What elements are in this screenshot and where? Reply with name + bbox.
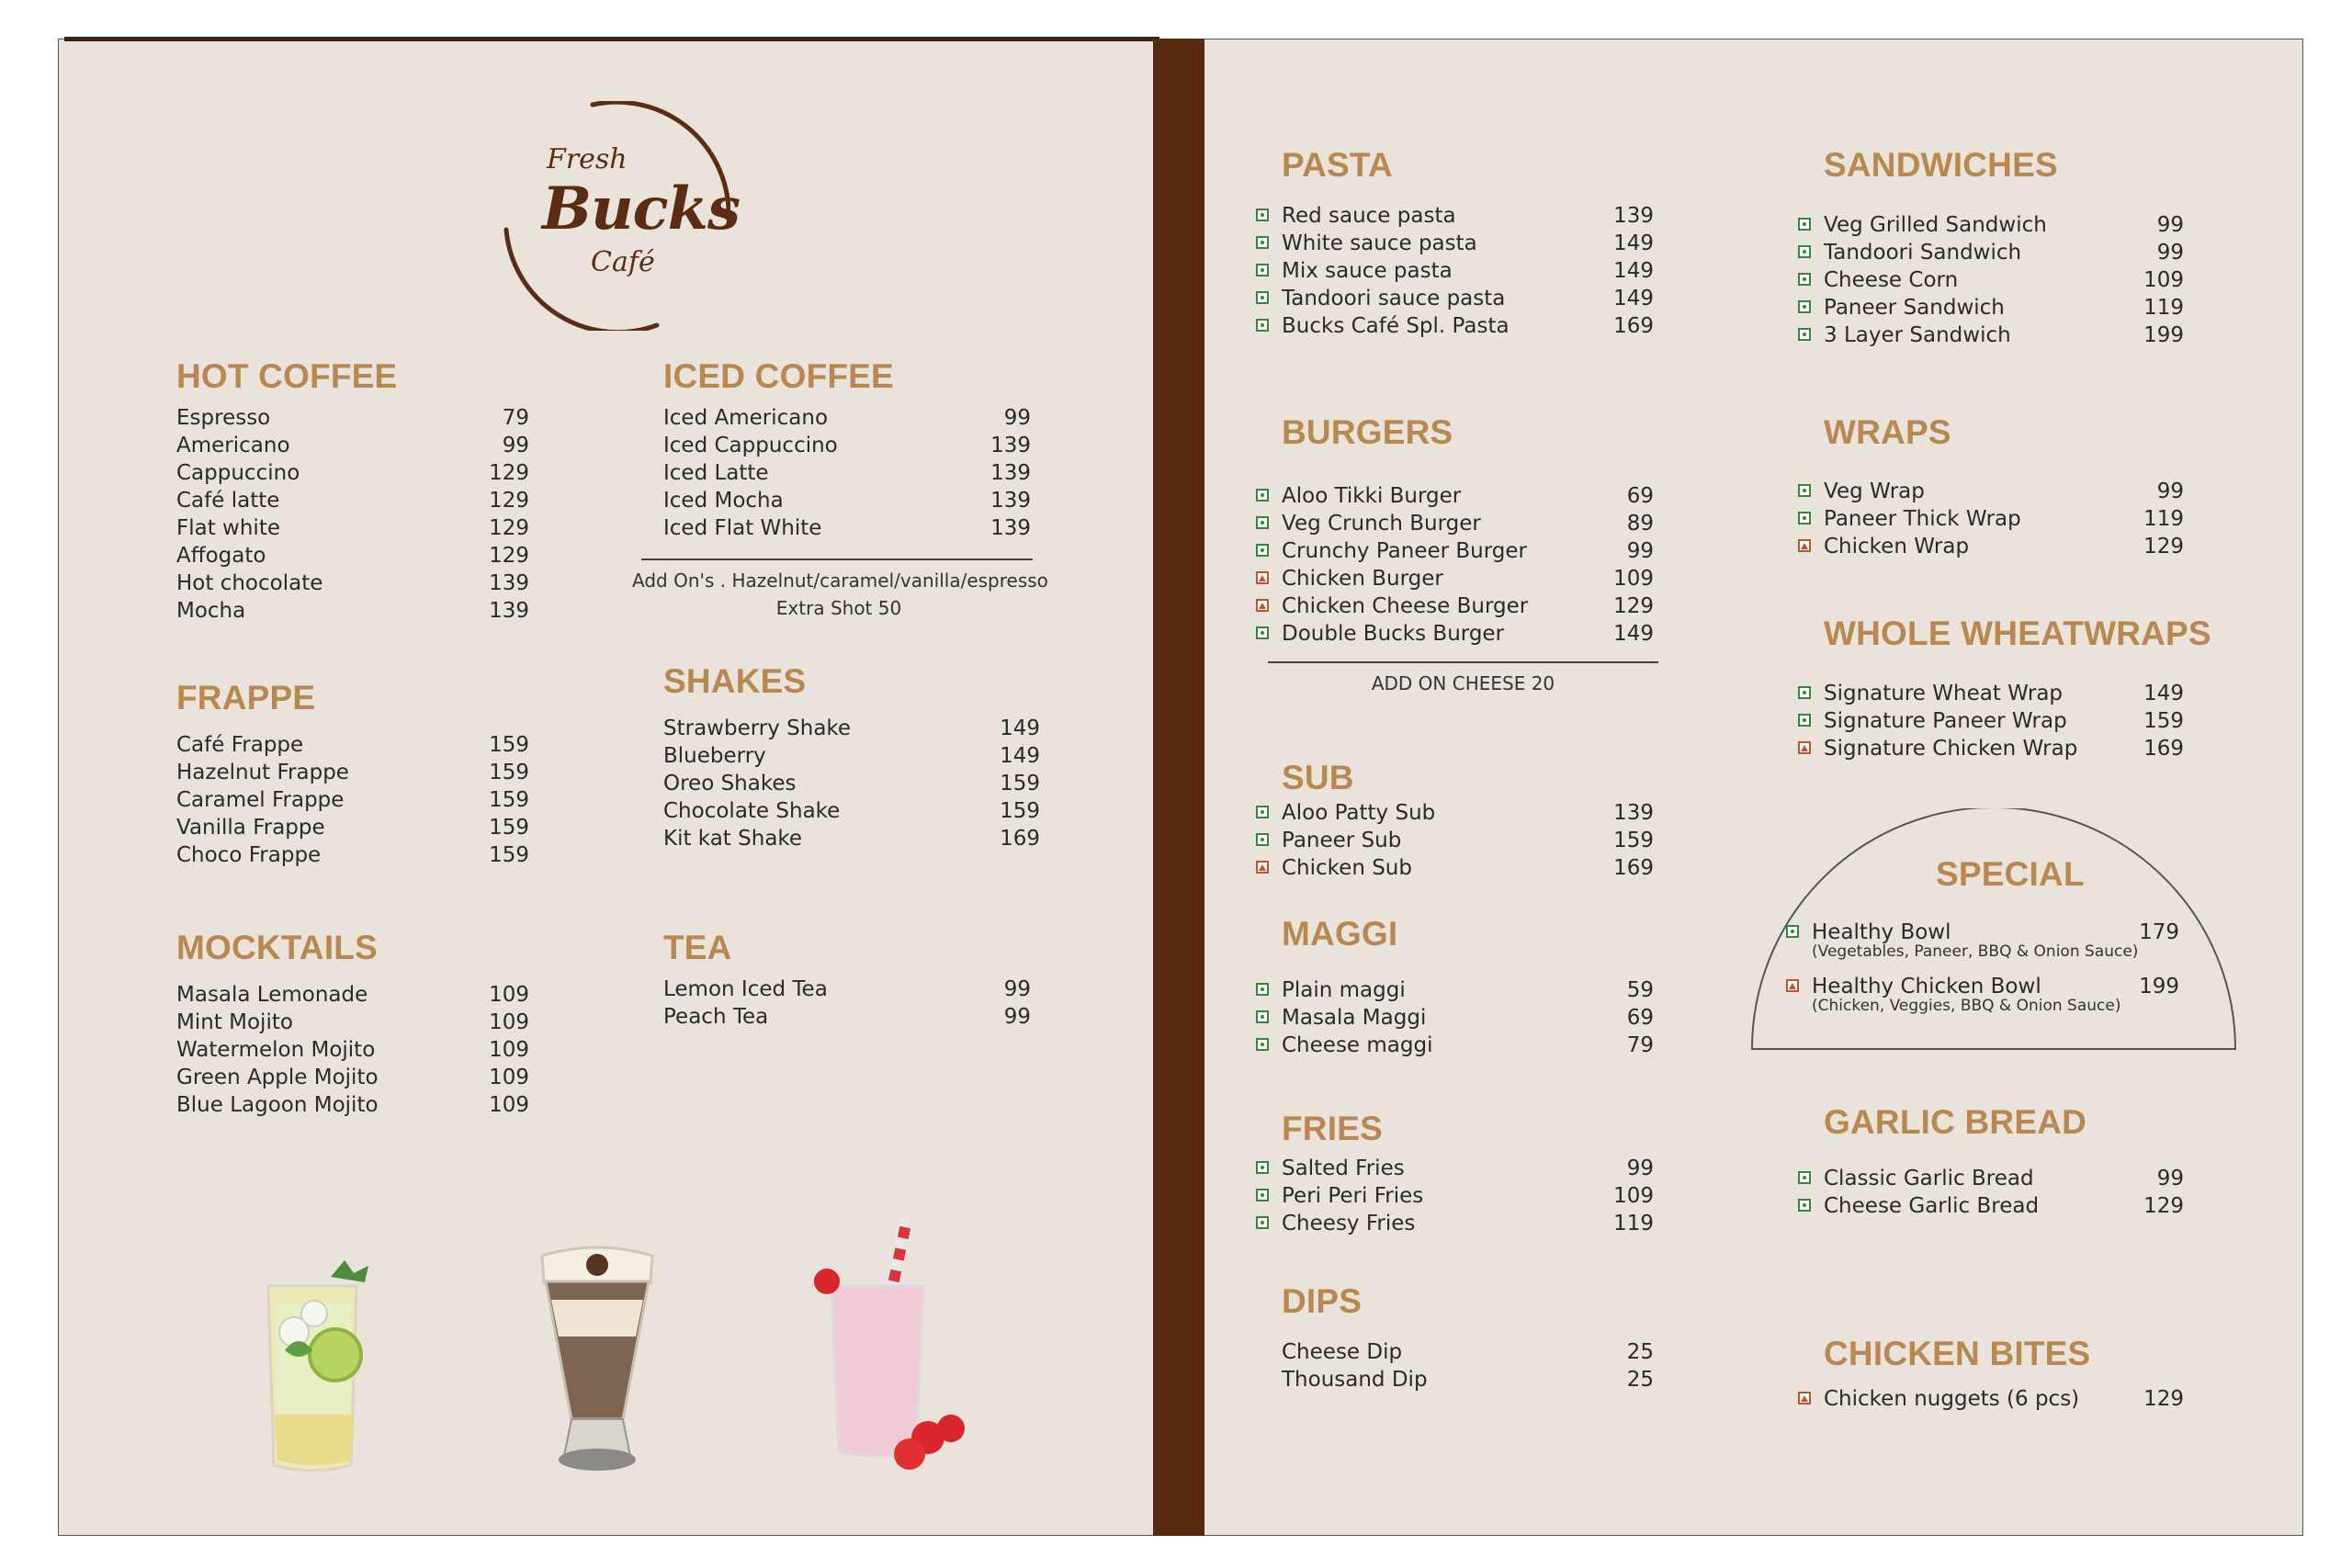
menu-item: Kit kat Shake 169 bbox=[663, 827, 1040, 851]
section-title: WHOLE WHEATWRAPS bbox=[1824, 615, 2211, 652]
veg-icon bbox=[1256, 236, 1269, 249]
item-list bbox=[1282, 1155, 1654, 1237]
veg-icon bbox=[1256, 983, 1269, 996]
item-list bbox=[1824, 1385, 2184, 1413]
veg-icon bbox=[1256, 1038, 1269, 1051]
veg-icon bbox=[1798, 273, 1811, 286]
menu-item: Iced Latte 139 bbox=[663, 461, 1031, 485]
section-sandwiches bbox=[1824, 145, 2184, 347]
section-title: GARLIC BREAD bbox=[1824, 1103, 2087, 1141]
section-title: FRIES bbox=[1282, 1110, 1383, 1147]
section-burgers bbox=[1282, 412, 1654, 646]
strawberry-shake-image bbox=[808, 1217, 969, 1479]
veg-icon bbox=[1256, 1189, 1269, 1201]
veg-icon bbox=[1256, 489, 1269, 502]
menu-item: Signature Paneer Wrap 159 bbox=[1824, 707, 2184, 735]
menu-item: Chicken Sub 169 bbox=[1282, 854, 1654, 882]
veg-icon bbox=[1798, 245, 1811, 258]
menu-item: Veg Crunch Burger 89 bbox=[1282, 510, 1654, 537]
menu-item: Bucks Café Spl. Pasta 169 bbox=[1282, 312, 1654, 340]
item-list bbox=[176, 731, 529, 869]
section-garlic-bread bbox=[1824, 1102, 2184, 1218]
frappe-glass-image bbox=[533, 1245, 662, 1479]
veg-icon bbox=[1256, 626, 1269, 639]
menu-item: Paneer Sandwich 119 bbox=[1824, 294, 2184, 321]
menu-item: Chicken Burger 109 bbox=[1282, 565, 1654, 592]
item-list bbox=[176, 404, 529, 625]
item-list bbox=[1282, 799, 1654, 882]
section-dips bbox=[1282, 1281, 1654, 1392]
menu-item: Iced Mocha 139 bbox=[663, 489, 1031, 513]
menu-item: Crunchy Paneer Burger 99 bbox=[1282, 537, 1654, 565]
menu-item: Watermelon Mojito 109 bbox=[176, 1038, 529, 1062]
menu-item: Chicken nuggets (6 pcs) 129 bbox=[1824, 1385, 2184, 1413]
item-list bbox=[663, 404, 1031, 542]
section-title: FRAPPE bbox=[176, 679, 316, 716]
veg-icon bbox=[1256, 516, 1269, 529]
section-title: SPECIAL bbox=[1936, 855, 2085, 893]
menu-item: Cheese Garlic Bread 129 bbox=[1824, 1192, 2184, 1220]
section-title: MOCKTAILS bbox=[176, 929, 378, 966]
menu-item: Hazelnut Frappe 159 bbox=[176, 761, 529, 784]
veg-icon bbox=[1256, 833, 1269, 846]
menu-item: Lemon Iced Tea 99 bbox=[663, 977, 1031, 1001]
menu-item: Cappuccino 129 bbox=[176, 461, 529, 485]
menu-item: Masala Maggi 69 bbox=[1282, 1004, 1654, 1032]
non-veg-icon bbox=[1798, 539, 1811, 552]
menu-item: Blueberry 149 bbox=[663, 744, 1040, 768]
veg-icon bbox=[1256, 319, 1269, 332]
item-list bbox=[1282, 1338, 1654, 1393]
menu-item: Strawberry Shake 149 bbox=[663, 716, 1040, 740]
menu-item: Chicken Cheese Burger 129 bbox=[1282, 592, 1654, 620]
section-frappe bbox=[176, 678, 529, 867]
menu-item: Americano 99 bbox=[176, 434, 529, 457]
veg-icon bbox=[1256, 209, 1269, 221]
section-pasta bbox=[1282, 145, 1654, 338]
menu-item: Tandoori Sandwich 99 bbox=[1824, 239, 2184, 266]
section-title: CHICKEN BITES bbox=[1824, 1335, 2091, 1372]
veg-icon bbox=[1256, 1010, 1269, 1023]
menu-item: Iced Americano 99 bbox=[663, 406, 1031, 430]
item-list bbox=[1824, 1165, 2184, 1220]
veg-icon bbox=[1256, 544, 1269, 557]
menu-item: Classic Garlic Bread 99 bbox=[1824, 1165, 2184, 1192]
menu-item: Salted Fries 99 bbox=[1282, 1155, 1654, 1182]
veg-icon bbox=[1786, 925, 1799, 938]
menu-item: White sauce pasta 149 bbox=[1282, 230, 1654, 257]
section-title: SUB bbox=[1282, 759, 1354, 796]
section-title: SHAKES bbox=[663, 662, 807, 700]
menu-item: Paneer Sub 159 bbox=[1282, 827, 1654, 854]
section-mocktails bbox=[176, 928, 529, 1117]
mojito-glass-image bbox=[248, 1249, 386, 1479]
menu-item: Affogato 129 bbox=[176, 544, 529, 568]
menu-item: Tandoori sauce pasta 149 bbox=[1282, 285, 1654, 312]
veg-icon bbox=[1798, 1171, 1811, 1184]
menu-item: Masala Lemonade 109 bbox=[176, 983, 529, 1007]
non-veg-icon bbox=[1256, 599, 1269, 612]
item-list bbox=[1824, 478, 2184, 560]
menu-item: Caramel Frappe 159 bbox=[176, 788, 529, 812]
non-veg-icon bbox=[1786, 979, 1799, 992]
menu-item: Café latte 129 bbox=[176, 489, 529, 513]
section-title: DIPS bbox=[1282, 1282, 1363, 1320]
section-title: WRAPS bbox=[1824, 413, 1951, 451]
menu-item: Mix sauce pasta 149 bbox=[1282, 257, 1654, 285]
top-border-line bbox=[64, 37, 1159, 41]
veg-icon bbox=[1798, 686, 1811, 699]
section-title: ICED COFFEE bbox=[663, 357, 894, 395]
section-title: SANDWICHES bbox=[1824, 146, 2058, 184]
veg-icon bbox=[1256, 1216, 1269, 1229]
menu-spine bbox=[1153, 39, 1204, 1536]
menu-item: Cheese Corn 109 bbox=[1824, 266, 2184, 294]
divider-line bbox=[1268, 661, 1658, 663]
menu-item: Chocolate Shake 159 bbox=[663, 799, 1040, 823]
burger-addon-note: ADD ON CHEESE 20 bbox=[1371, 672, 1555, 694]
item-list bbox=[176, 981, 529, 1119]
menu-item: Chicken Wrap 129 bbox=[1824, 533, 2184, 560]
section-whole-wheat-wraps bbox=[1824, 614, 2211, 761]
menu-item: Cheesy Fries 119 bbox=[1282, 1210, 1654, 1237]
item-list bbox=[1282, 202, 1654, 340]
menu-item: Iced Flat White 139 bbox=[663, 516, 1031, 540]
menu-item: Cheese maggi 79 bbox=[1282, 1032, 1654, 1059]
menu-item: Blue Lagoon Mojito 109 bbox=[176, 1093, 529, 1117]
menu-item: Paneer Thick Wrap 119 bbox=[1824, 505, 2184, 533]
menu-item: Café Frappe 159 bbox=[176, 733, 529, 757]
item-list bbox=[1824, 211, 2184, 349]
non-veg-icon bbox=[1798, 1392, 1811, 1404]
section-title: TEA bbox=[663, 929, 732, 966]
item-list bbox=[1282, 482, 1654, 648]
menu-item: Veg Grilled Sandwich 99 bbox=[1824, 211, 2184, 239]
non-veg-icon bbox=[1256, 571, 1269, 584]
section-title: PASTA bbox=[1282, 146, 1393, 184]
menu-item: Vanilla Frappe 159 bbox=[176, 816, 529, 840]
section-fries bbox=[1282, 1109, 1654, 1235]
veg-icon bbox=[1256, 806, 1269, 818]
logo-bucks-text: Bucks bbox=[542, 175, 740, 243]
item-list bbox=[663, 715, 1040, 852]
menu-item: 3 Layer Sandwich 199 bbox=[1824, 321, 2184, 349]
item-list bbox=[1812, 919, 2179, 1027]
menu-item: Mint Mojito 109 bbox=[176, 1010, 529, 1034]
section-iced-coffee bbox=[663, 356, 1031, 540]
menu-item: Healthy Bowl 179 (Vegetables, Paneer, BBQ & Onion Sauce) bbox=[1812, 919, 2179, 973]
logo-cafe-text: Café bbox=[591, 246, 655, 278]
veg-icon bbox=[1256, 264, 1269, 276]
veg-icon bbox=[1798, 300, 1811, 313]
item-list bbox=[1824, 680, 2184, 762]
menu-item: Cheese Dip 25 bbox=[1282, 1340, 1654, 1364]
section-tea bbox=[663, 928, 1031, 1029]
menu-item: Peri Peri Fries 109 bbox=[1282, 1182, 1654, 1210]
section-chicken-bites bbox=[1824, 1334, 2184, 1411]
menu-item: Iced Cappuccino 139 bbox=[663, 434, 1031, 457]
menu-item: Hot chocolate 139 bbox=[176, 571, 529, 595]
veg-icon bbox=[1798, 484, 1811, 497]
item-list bbox=[1282, 976, 1654, 1059]
menu-item: Espresso 79 bbox=[176, 406, 529, 430]
section-shakes bbox=[663, 661, 1040, 851]
menu-item: Mocha 139 bbox=[176, 599, 529, 623]
iced-coffee-addons: Add On's . Hazelnut/caramel/vanilla/espresso bbox=[632, 570, 1048, 592]
menu-item: Aloo Patty Sub 139 bbox=[1282, 799, 1654, 827]
section-sub bbox=[1282, 758, 1654, 880]
menu-item: Flat white 129 bbox=[176, 516, 529, 540]
section-maggi bbox=[1282, 914, 1654, 1057]
section-title: BURGERS bbox=[1282, 413, 1453, 451]
menu-item: Red sauce pasta 139 bbox=[1282, 202, 1654, 230]
section-wraps bbox=[1824, 412, 2184, 558]
veg-icon bbox=[1798, 512, 1811, 525]
non-veg-icon bbox=[1798, 741, 1811, 754]
non-veg-icon bbox=[1256, 861, 1269, 874]
menu-item: Signature Wheat Wrap 149 bbox=[1824, 680, 2184, 707]
menu-item: Veg Wrap 99 bbox=[1824, 478, 2184, 505]
veg-icon bbox=[1256, 1161, 1269, 1174]
menu-item: Healthy Chicken Bowl 199 (Chicken, Veggies, BBQ & Onion Sauce) bbox=[1812, 973, 2179, 1027]
veg-icon bbox=[1798, 714, 1811, 727]
extra-shot-note: Extra Shot 50 bbox=[775, 597, 902, 619]
menu-item: Thousand Dip 25 bbox=[1282, 1368, 1654, 1392]
menu-item: Oreo Shakes 159 bbox=[663, 772, 1040, 795]
menu-item: Peach Tea 99 bbox=[663, 1005, 1031, 1029]
veg-icon bbox=[1798, 218, 1811, 231]
section-title: MAGGI bbox=[1282, 915, 1398, 953]
menu-item: Plain maggi 59 bbox=[1282, 976, 1654, 1004]
veg-icon bbox=[1256, 291, 1269, 304]
section-hot-coffee bbox=[176, 356, 529, 623]
item-list bbox=[663, 976, 1031, 1031]
menu-item: Choco Frappe 159 bbox=[176, 843, 529, 867]
section-title: HOT COFFEE bbox=[176, 357, 398, 395]
menu-item: Signature Chicken Wrap 169 bbox=[1824, 735, 2184, 762]
menu-item: Aloo Tikki Burger 69 bbox=[1282, 482, 1654, 510]
menu-item: Green Apple Mojito 109 bbox=[176, 1066, 529, 1089]
logo-fresh-text: Fresh bbox=[547, 143, 628, 175]
veg-icon bbox=[1798, 1199, 1811, 1212]
veg-icon bbox=[1798, 328, 1811, 341]
menu-item: Double Bucks Burger 149 bbox=[1282, 620, 1654, 648]
divider-line bbox=[641, 558, 1033, 560]
